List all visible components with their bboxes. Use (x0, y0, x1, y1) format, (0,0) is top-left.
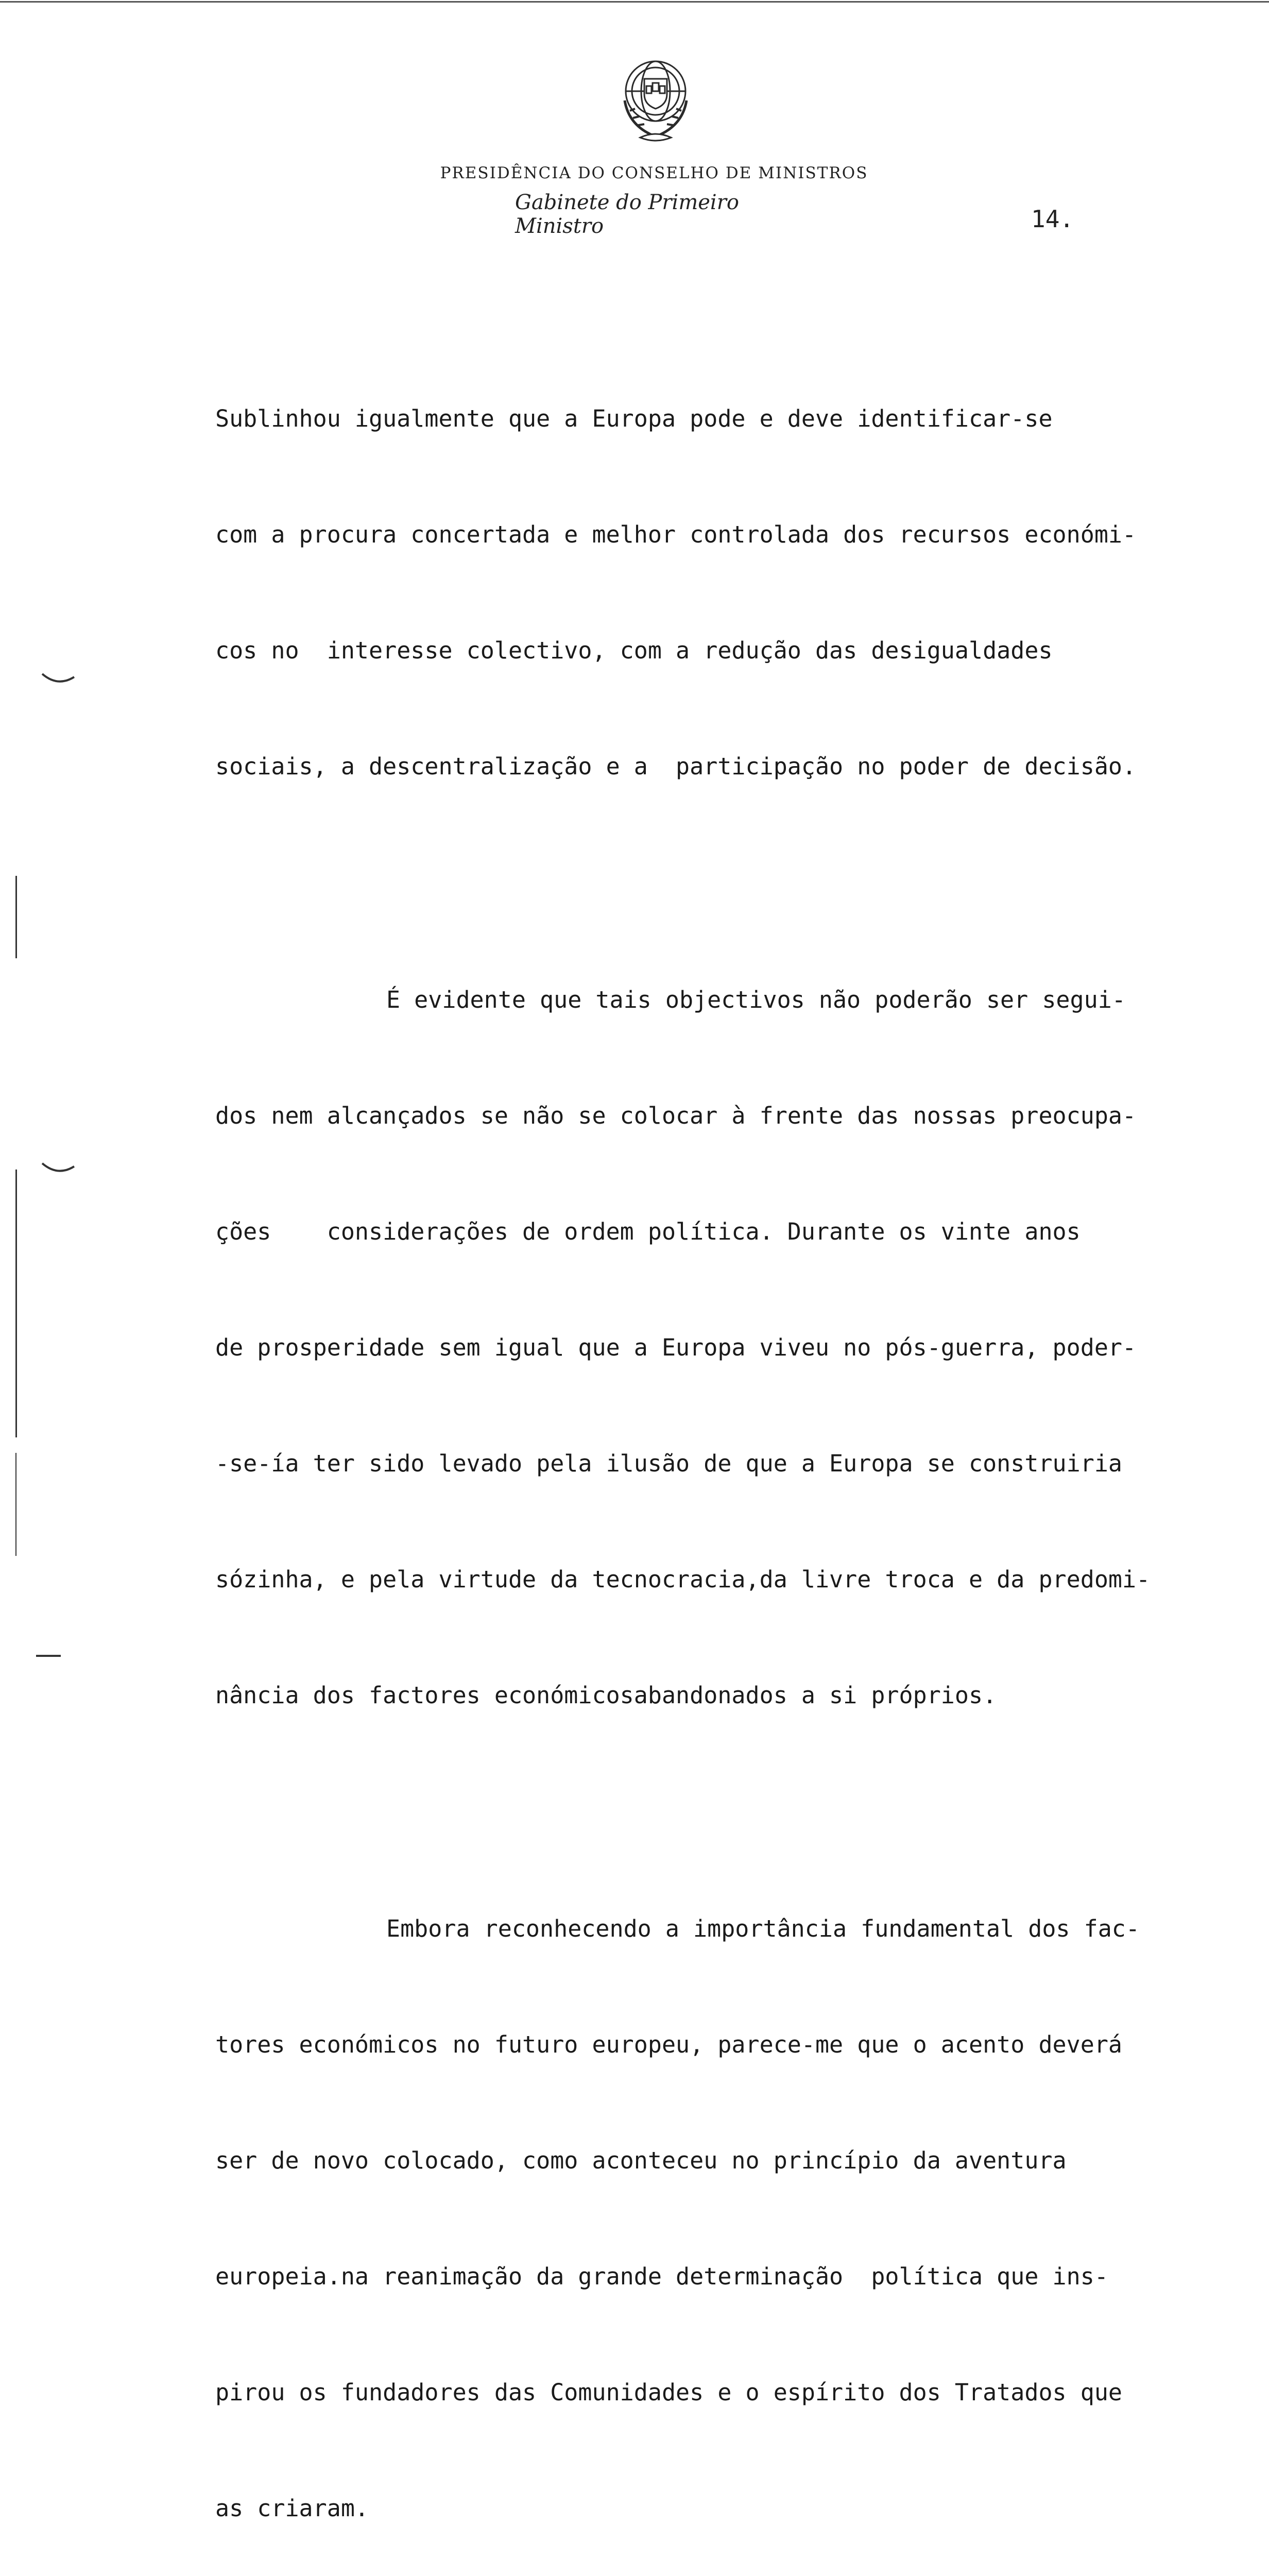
page-number: 14. (1031, 205, 1074, 233)
binding-edge-line (15, 1453, 16, 1556)
text-line: tores económicos no futuro europeu, parece-me que o acento deverá (215, 2031, 1122, 2058)
text-line: dos nem alcançados se não se colocar à frente das nossas preocupa- (215, 1102, 1137, 1129)
text-line: cos no interesse colectivo, com a redução das desigualdades (215, 637, 1053, 664)
text-line: sociais, a descentralização e a participação no poder de decisão. (215, 753, 1137, 780)
document-body (215, 322, 1240, 2576)
text-line: com a procura concertada e melhor controlada dos recursos económi- (215, 521, 1137, 548)
coat-of-arms-icon (610, 54, 700, 152)
text-line: nância dos factores económicosabandonados a si próprios. (215, 1682, 997, 1709)
text-line: É evidente que tais objectivos não poderão ser segui- (386, 986, 1126, 1013)
text-line: sózinha, e pela virtude da tecnocracia,da livre troca e da predomi- (215, 1566, 1151, 1593)
binding-edge-line (15, 876, 17, 958)
text-line: europeia.na reanimação da grande determinação política que ins- (215, 2263, 1108, 2290)
letterhead-office: Gabinete do Primeiro Ministro (515, 191, 739, 238)
text-line: -se-ía ter sido levado pela ilusão de que a Europa se construiria (215, 1450, 1122, 1477)
text-line: ções considerações de ordem política. Durante os vinte anos (215, 1218, 1081, 1245)
margin-mark-icon (40, 1159, 76, 1180)
margin-mark-icon (40, 670, 76, 690)
paragraph-3 (215, 1832, 1240, 2576)
paragraph-1 (215, 322, 1240, 863)
binding-edge-line (15, 1170, 17, 1437)
text-line: de prosperidade sem igual que a Europa viveu no pós-guerra, poder- (215, 1334, 1137, 1361)
text-line: Sublinhou igualmente que a Europa pode e deve identificar-se (215, 405, 1053, 432)
text-line: pirou os fundadores das Comunidades e o espírito dos Tratados que (215, 2379, 1122, 2406)
text-line: ser de novo colocado, como aconteceu no princípio da aventura (215, 2147, 1067, 2174)
text-line: Embora reconhecendo a importância fundamental dos fac- (386, 1915, 1140, 1942)
margin-dash (36, 1655, 61, 1657)
letterhead-organization: PRESIDÊNCIA DO CONSELHO DE MINISTROS (440, 164, 868, 182)
top-edge-rule (0, 1, 1269, 3)
text-line: as criaram. (215, 2495, 369, 2522)
paragraph-2 (215, 903, 1240, 1792)
